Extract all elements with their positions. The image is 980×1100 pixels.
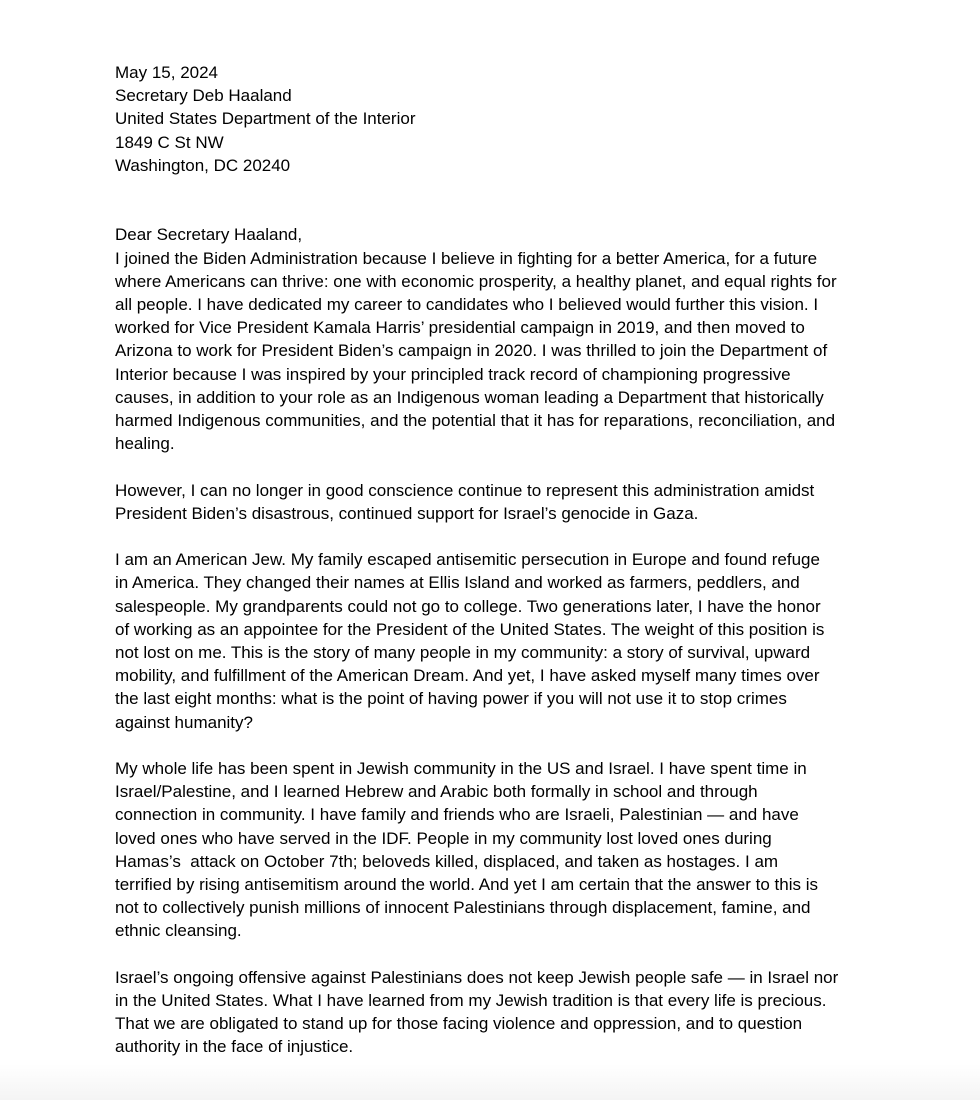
paragraph-line: harmed Indigenous communities, and the potential that it has for reparations, reconciliation, and (115, 411, 836, 431)
letter-body (115, 61, 875, 1059)
recipient-name: Secretary Deb Haaland (115, 86, 292, 106)
paragraph-line: worked for Vice President Kamala Harris’ presidential campaign in 2019, and then moved to (115, 318, 805, 338)
paragraph-spacer (115, 734, 875, 757)
paragraph-5 (115, 966, 875, 1059)
paragraph-spacer (115, 455, 875, 478)
paragraph-line: ethnic cleansing. (115, 921, 242, 941)
paragraph-line: against humanity? (115, 712, 253, 732)
paragraph-3 (115, 548, 875, 734)
paragraph-line: My whole life has been spent in Jewish community in the US and Israel. I have spent time in (115, 759, 807, 779)
paragraph-line: Israel’s ongoing offensive against Palestinians does not keep Jewish people safe — in Israel nor (115, 967, 839, 987)
paragraph-line: President Biden’s disastrous, continued support for Israel’s genocide in Gaza. (115, 503, 699, 523)
paragraph-line: Israel/Palestine, and I learned Hebrew and Arabic both formally in school and through (115, 782, 758, 802)
paragraph-spacer (115, 525, 875, 548)
paragraph-line: Arizona to work for President Biden’s campaign in 2020. I was thrilled to join the Department of (115, 341, 828, 361)
paragraph-line: not lost on me. This is the story of many people in my community: a story of survival, upward (115, 643, 811, 663)
letter-date: May 15, 2024 (115, 63, 219, 82)
paragraph-1 (115, 247, 875, 456)
paragraph-line: terrified by rising antisemitism around the world. And yet I am certain that the answer to this is (115, 875, 818, 895)
paragraph-spacer (115, 943, 875, 966)
paragraph-line: That we are obligated to stand up for those facing violence and oppression, and to question (115, 1014, 803, 1034)
paragraph-line: Interior because I was inspired by your principled track record of championing progressive (115, 364, 791, 384)
paragraph-2 (115, 479, 875, 525)
paragraph-line: authority in the face of injustice. (115, 1037, 354, 1057)
recipient-department: United States Department of the Interior (115, 109, 416, 129)
paragraph-line: in America. They changed their names at Ellis Island and worked as farmers, peddlers, and (115, 573, 800, 593)
paragraph-line: I joined the Biden Administration because I believe in fighting for a better America, for a future (115, 248, 818, 268)
paragraph-line: of working as an appointee for the President of the United States. The weight of this position is (115, 619, 825, 639)
paragraph-line: salespeople. My grandparents could not go to college. Two generations later, I have the honor (115, 596, 821, 616)
paragraph-line: healing. (115, 434, 175, 454)
paragraph-line: loved ones who have served in the IDF. People in my community lost loved ones during (115, 828, 772, 848)
paragraph-line: the last eight months: what is the point of having power if you will not use it to stop crimes (115, 689, 787, 709)
paragraph-line: all people. I have dedicated my career to candidates who I believed would further this vision. I (115, 295, 819, 315)
paragraph-line: However, I can no longer in good conscience continue to represent this administration amidst (115, 480, 815, 500)
paragraph-line: I am an American Jew. My family escaped antisemitic persecution in Europe and found refuge (115, 550, 820, 570)
salutation: Dear Secretary Haaland, (115, 225, 303, 245)
letter-header (115, 61, 875, 177)
recipient-street: 1849 C St NW (115, 132, 224, 152)
page-bottom-shadow (0, 1064, 980, 1100)
paragraph-line: connection in community. I have family and friends who are Israeli, Palestinian — and have (115, 805, 799, 825)
recipient-city: Washington, DC 20240 (115, 155, 291, 175)
paragraph-line: not to collectively punish millions of innocent Palestinians through displacement, famine, and (115, 898, 811, 918)
paragraph-line: mobility, and fulfillment of the American Dream. And yet, I have asked myself many times over (115, 666, 820, 686)
paragraph-line: in the United States. What I have learned from my Jewish tradition is that every life is precious. (115, 991, 827, 1011)
paragraph-line: causes, in addition to your role as an Indigenous woman leading a Department that historically (115, 387, 824, 407)
paragraph-4 (115, 757, 875, 943)
paragraph-line: where Americans can thrive: one with economic prosperity, a healthy planet, and equal rights for (115, 271, 837, 291)
paragraph-line: Hamas’s attack on October 7th; beloveds killed, displaced, and taken as hostages. I am (115, 851, 779, 871)
